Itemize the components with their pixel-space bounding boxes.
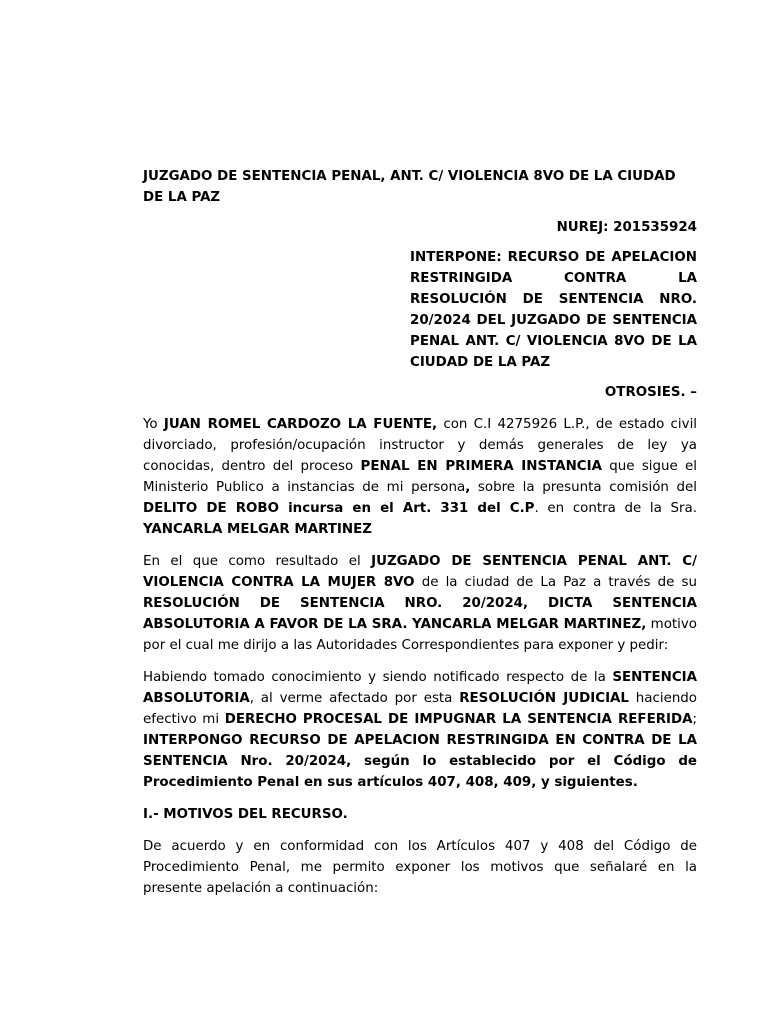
document-page: [143, 166, 697, 899]
text-run: Habiendo tomado conocimiento y siendo notificado respecto de la: [143, 670, 613, 685]
text-run-bold: RESOLUCIÓN JUDICIAL: [459, 691, 629, 706]
nurej-number: NUREJ: 201535924: [556, 220, 697, 235]
text-run: de la ciudad de La Paz a través de su: [414, 575, 698, 590]
text-run: motivo por el cual me dirijo a las Autoridades Correspondientes para exponer y pedir:: [143, 617, 697, 653]
process-type: PENAL EN PRIMERA INSTANCIA: [360, 459, 602, 474]
text-run-bold: DERECHO PROCESAL DE IMPUGNAR LA SENTENCIA REFERIDA: [224, 712, 693, 727]
section-heading: I.- MOTIVOS DEL RECURSO.: [143, 807, 348, 822]
text-run-bold: ,: [465, 480, 471, 495]
court-name: JUZGADO DE SENTENCIA PENAL ANT. C/ VIOLENCIA CONTRA LA MUJER 8VO: [143, 554, 698, 590]
text-run: , al verme afectado por esta: [249, 691, 460, 706]
defendant-name: YANCARLA MELGAR MARTINEZ: [143, 522, 372, 537]
text-run: haciendo efectivo mi: [143, 691, 697, 727]
ruling-summary: RESOLUCIÓN DE SENTENCIA NRO. 20/2024, DICTA SENTENCIA ABSOLUTORIA A FAVOR DE LA SRA. YANCARLA MELGAR MARTINEZ,: [143, 596, 697, 632]
otrosies-label: OTROSIES. –: [604, 385, 697, 400]
petitioner-name: JUAN ROMEL CARDOZO LA FUENTE,: [163, 417, 438, 432]
sumilla-block: INTERPONE: RECURSO DE APELACION RESTRINGIDA CONTRA LA RESOLUCIÓN DE SENTENCIA NRO. 20/2024 DEL JUZGADO DE SENTENCIA PENAL ANT. C/ VIOLENCIA 8VO DE LA CIUDAD DE LA PAZ: [410, 250, 697, 370]
offense: DELITO DE ROBO incursa en el Art. 331 del C.P: [143, 501, 535, 516]
paragraph-motives: De acuerdo y en conformidad con los Artículos 407 y 408 del Código de Procedimiento Penal, me permito exponer los motivos que señalaré en la presente apelación a continuación:: [143, 839, 697, 896]
paragraph-appeal: [143, 667, 697, 793]
text-run: . en contra de la Sra.: [534, 501, 697, 516]
appeal-statement: INTERPONGO RECURSO DE APELACION RESTRINGIDA EN CONTRA DE LA SENTENCIA Nro. 20/2024, según lo establecido por el Código de Procedimiento Penal en sus artículos 407, 408, 409, y siguientes.: [143, 733, 697, 790]
text-run: En el que como resultado el: [143, 554, 372, 569]
text-run: Yo: [143, 417, 164, 432]
text-run-bold: SENTENCIA ABSOLUTORIA: [143, 670, 697, 706]
text-run: sobre la presunta comisión del: [470, 480, 697, 495]
paragraph-petitioner: [143, 414, 697, 540]
court-heading: JUZGADO DE SENTENCIA PENAL, ANT. C/ VIOLENCIA 8VO DE LA CIUDAD DE LA PAZ: [143, 169, 676, 205]
text-run: ;: [692, 712, 698, 727]
text-run: con C.I 4275926 L.P., de estado civil divorciado, profesión/ocupación instructor y demás generales de ley ya conocidas, dentro del proceso: [143, 417, 698, 474]
paragraph-ruling: [143, 551, 697, 656]
text-run: que sigue el Ministerio Publico a instancias de mi persona: [143, 459, 698, 495]
